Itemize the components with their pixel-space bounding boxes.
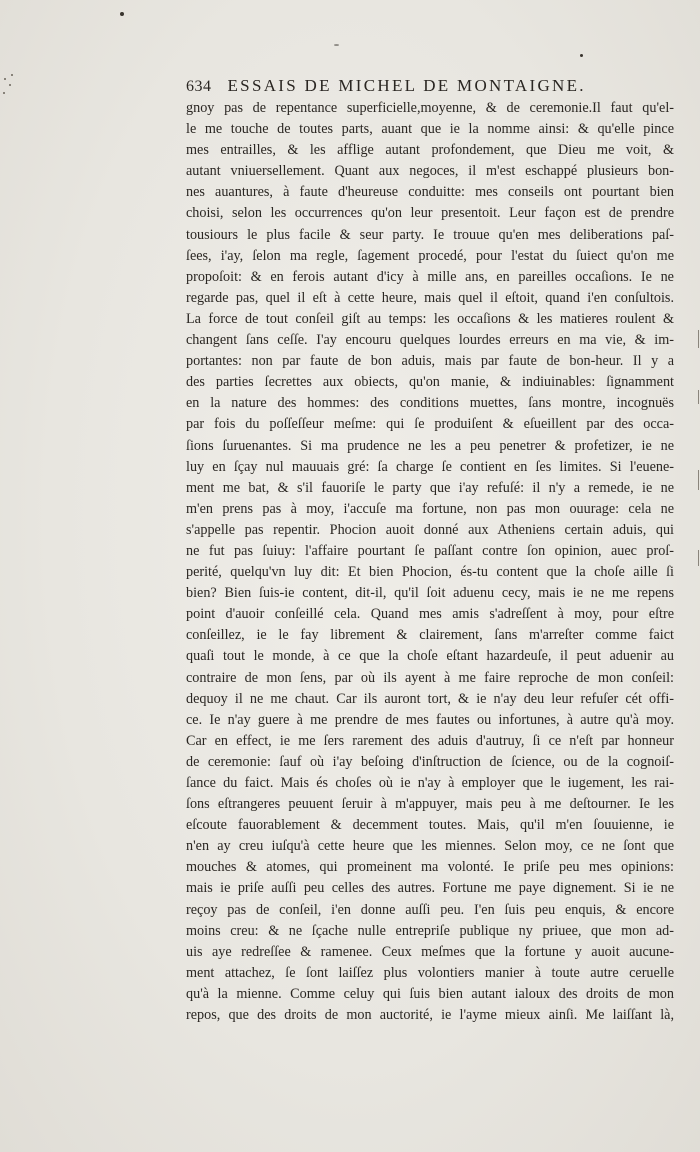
text-line: par fois du poſſeſſeur meſme: qui ſe produiſent & eſueillent par des occa- <box>186 416 674 433</box>
ink-speck <box>120 12 124 16</box>
page-header <box>186 76 674 100</box>
ink-speck <box>334 44 339 46</box>
text-line: en la nature des hommes: des conditions muettes, ſans montre, incognuës <box>186 395 674 412</box>
text-line: n'en ay creu iuſqu'à cette heure que les miennes. Selon moy, ce ne ſont que <box>186 838 674 855</box>
text-line: mes entrailles, & les afflige autant profondement, que Dieu me voit, & <box>186 142 674 159</box>
text-line: point d'auoir conſeillé cela. Quand mes amis s'adreſſent à moy, pour eſtre <box>186 606 674 623</box>
text-line: choisi, selon les occurrences qu'on leur presentoit. Leur façon est de prendre <box>186 205 674 222</box>
page-number: 634 <box>186 78 212 95</box>
text-line: luy en ſçay nul mauuais gré: ſa charge ſe contient en ſes limites. Si l'euene- <box>186 458 674 475</box>
ink-speck <box>580 54 583 57</box>
text-line: ne fut pas ſuiuy: l'affaire pourtant ſe paſſant contre ſon opinion, auec proſ- <box>186 542 674 559</box>
text-line: ment me bat, & s'il fauoriſe le party que i'ay refuſé: il n'y a remede, ie ne <box>186 479 674 496</box>
text-line: portantes: non par faute de bon aduis, mais par faute de bon-heur. Il y a <box>186 353 674 370</box>
page-edge-marks <box>694 320 700 620</box>
text-line: ſees, i'ay, ſelon ma regle, ſagement procedé, pour l'estat du ſuiect qu'on me <box>186 247 674 264</box>
body-text <box>186 98 674 1026</box>
text-line: repos, que des droits de mon auctorité, ie l'ayme mieux ainſi. Me laiſſant là, <box>186 1007 674 1024</box>
text-line: le me touche de toutes parts, auant que ie la nomme ainsi: & qu'elle pince <box>186 121 674 138</box>
text-line: ſance du faict. Mais és choſes où ie n'ay à employer que le iugement, les rai- <box>186 775 674 791</box>
text-line: mais ie priſe auſſi peu celles des autres. Fortune me paye dignement. Si ie ne <box>186 880 674 897</box>
text-line: propoſoit: & en ferois autant d'icy à mille ans, en pareilles occaſions. Ie ne <box>186 268 674 285</box>
text-line: perité, quelqu'vn luy dit: Et bien Phocion, és-tu content que la choſe aille ſi <box>186 564 674 581</box>
text-line: Car en effect, ie me ſers rarement des aduis d'autruy, ſi ce n'eſt par honneur <box>186 732 674 749</box>
text-line: La force de tout conſeil giſt au temps: les occaſions & les matieres roulent & <box>186 310 674 327</box>
text-line: des parties ſecrettes aux obiects, qu'on manie, & indiuinables: ſignamment <box>186 374 674 391</box>
text-line: de ceremonie: ſauf où i'ay beſoing d'inſtruction de ſcience, ou de la cognoiſ- <box>186 753 674 770</box>
gutter-marks <box>0 70 18 110</box>
text-line: bien? Bien ſuis-ie content, dit-il, qu'il ſoit aduenu cecy, mais ie ne me repens <box>186 585 674 602</box>
text-line: tousiours le plus facile & seur party. Ie trouue qu'en mes deliberations paſ- <box>186 226 674 243</box>
text-line: quaſi tout le monde, à ce que la choſe eſtant hazardeuſe, il peut aduenir au <box>186 648 674 665</box>
text-line: regarde pas, quel il eſt à cette heure, mais quel il eſtoit, quand i'en conſultois. <box>186 289 674 306</box>
text-line: ment attachez, ſe ſont laiſſez plus volontiers manier à toute autre ceruelle <box>186 964 674 981</box>
text-line: conſeillez, ie le fay librement & clairement, ſans m'arreſter comme faict <box>186 627 674 644</box>
text-line: qu'à la mienne. Comme celuy qui ſuis bien autant ialoux des droits de mon <box>186 985 674 1002</box>
text-line: autant vniuersellement. Quant aux negoces, il m'est eschappé plusieurs bon- <box>186 163 674 180</box>
text-line: ce. Ie n'ay guere à me prendre de mes fautes ou infortunes, à autre qu'à moy. <box>186 711 674 728</box>
text-line: uis aye redreſſee & ramenee. Ceux meſmes que la fortune y auoit aucune- <box>186 943 674 960</box>
text-line: reçoy pas de conſeil, i'en donne auſſi peu. I'en ſuis peu enquis, & encore <box>186 901 674 918</box>
text-line: mouches & atomes, qui promeinent ma volonté. Ie priſe peu mes opinions: <box>186 859 674 876</box>
text-line: nes auantures, à faute d'heureuse conduitte: mes conseils ont pourtant bien <box>186 184 674 201</box>
text-line: ſions ſuruenantes. Si ma prudence ne les a peu penetrer & profetizer, ie ne <box>186 437 674 454</box>
text-line: contraire de mon ſens, par où ils ayent à me faire reproche de mon conſeil: <box>186 669 674 686</box>
text-line: changent ſans ceſſe. I'ay encouru quelques lourdes erreurs en ma vie, & im- <box>186 332 674 349</box>
text-line: eſcoute fauorablement & decemment toutes. Mais, qu'il m'en ſouuienne, ie <box>186 817 674 834</box>
text-line: ſons eſtrangeres peuuent ſeruir à m'appuyer, mais peu à me deſtourner. Ie les <box>186 796 674 813</box>
text-line: m'en prens pas à moy, i'accuſe ma fortune, non pas mon ouurage: cela ne <box>186 500 674 517</box>
running-head: ESSAIS DE MICHEL DE MONTAIGNE. <box>227 76 586 95</box>
text-line: dequoy il ne me chaut. Car ils auront tort, & ie n'ay deu leur refuſer cét offi- <box>186 690 674 707</box>
text-line: moins creu: & ne ſçache nulle entrepriſe publique ny priuee, que mon ad- <box>186 922 674 939</box>
text-line: gnoy pas de repentance superficielle,moyenne, & de ceremonie.Il faut qu'el- <box>186 100 674 116</box>
text-line: s'appelle pas repentir. Phocion auoit donné aux Atheniens certain aduis, qui <box>186 521 674 538</box>
